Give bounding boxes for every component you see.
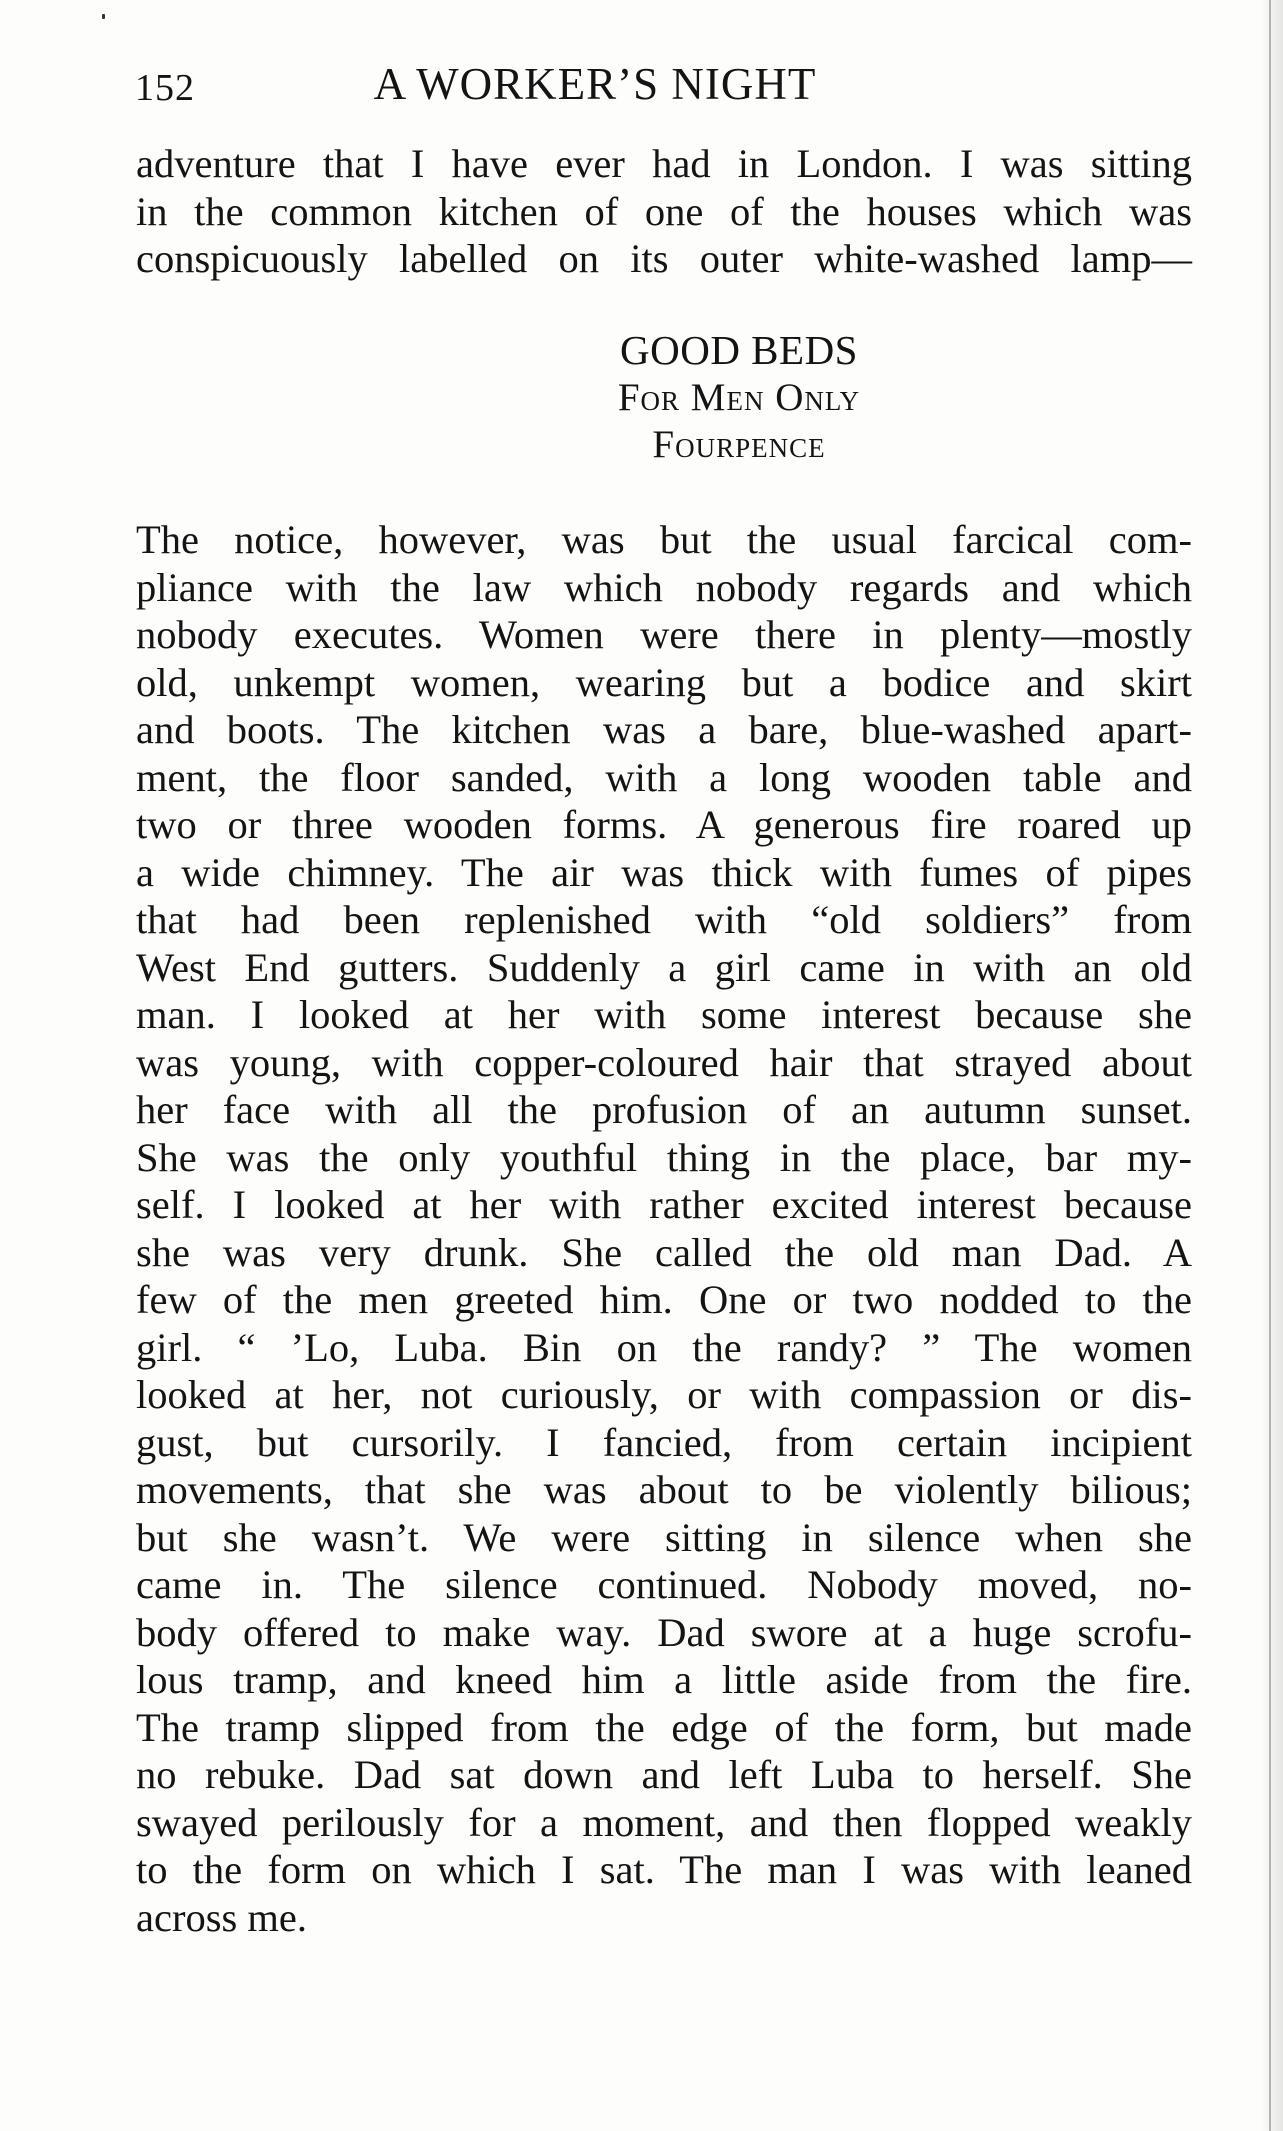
paragraph-opening xyxy=(136,140,1192,283)
paragraph-main xyxy=(136,516,1192,1941)
text-line: two or three wooden forms. A generous fire roared up xyxy=(136,802,1192,847)
text-line: in the common kitchen of one of the houses which was xyxy=(136,188,1192,234)
text-line: lous tramp, and kneed him a little aside from the fire. xyxy=(136,1657,1192,1702)
text-line: to the form on which I sat. The man I was with leaned xyxy=(136,1847,1192,1892)
text-line: old, unkempt women, wearing but a bodice and skirt xyxy=(136,659,1192,705)
text-line: The notice, however, was but the usual farcical com- xyxy=(136,517,1192,562)
text-line: a wide chimney. The air was thick with fumes of pipes xyxy=(136,849,1192,895)
text-line: movements, that she was about to be violently bilious; xyxy=(136,1467,1192,1512)
text-line: was young, with copper-coloured hair that strayed about xyxy=(136,1039,1192,1085)
text-line: few of the men greeted him. One or two nodded to the xyxy=(136,1277,1192,1322)
text-line: she was very drunk. She called the old man Dad. A xyxy=(136,1229,1192,1275)
text-line: but she wasn’t. We were sitting in silence when she xyxy=(136,1514,1192,1560)
text-line: conspicuously labelled on its outer white-washed lamp— xyxy=(136,236,1192,281)
text-line: nobody executes. Women were there in plenty—mostly xyxy=(136,612,1192,657)
text-line: adventure that I have ever had in London. I was sitting xyxy=(136,141,1192,186)
text-line: that had been replenished with “old soldiers” from xyxy=(136,897,1192,942)
running-head xyxy=(135,58,1195,114)
text-line: her face with all the profusion of an autumn sunset. xyxy=(136,1087,1192,1132)
text-line: pliance with the law which nobody regards and which xyxy=(136,564,1192,610)
text-line: gust, but cursorily. I fancied, from certain incipient xyxy=(136,1419,1192,1465)
sign-subheading: For Men Only xyxy=(617,376,861,419)
text-line: The tramp slipped from the edge of the form, but made xyxy=(136,1704,1192,1750)
page-edge-shadow xyxy=(1261,0,1283,2131)
page-edge-line xyxy=(1269,0,1271,2131)
ink-speck xyxy=(102,14,105,19)
lodging-house-sign xyxy=(136,326,1192,468)
text-line: came in. The silence continued. Nobody moved, no- xyxy=(136,1562,1192,1607)
text-line-last: across me. xyxy=(136,1894,307,1940)
text-line: no rebuke. Dad sat down and left Luba to herself. She xyxy=(136,1752,1192,1797)
page-number: 152 xyxy=(135,67,195,109)
text-line: man. I looked at her with some interest because she xyxy=(136,992,1192,1037)
text-line: She was the only youthful thing in the place, bar my- xyxy=(136,1134,1192,1180)
sign-heading: GOOD BEDS xyxy=(620,327,858,373)
text-line: West End gutters. Suddenly a girl came in with an old xyxy=(136,944,1192,990)
text-line: self. I looked at her with rather excited interest because xyxy=(136,1182,1192,1227)
running-title: A WORKER’S NIGHT xyxy=(373,59,817,109)
text-line: looked at her, not curiously, or with compassion or dis- xyxy=(136,1372,1192,1417)
sign-price: Fourpence xyxy=(652,423,826,466)
text-line: ment, the floor sanded, with a long wooden table and xyxy=(136,754,1192,800)
text-line: and boots. The kitchen was a bare, blue-washed apart- xyxy=(136,707,1192,752)
text-line: girl. “ ’Lo, Luba. Bin on the randy? ” The women xyxy=(136,1324,1192,1370)
text-line: swayed perilously for a moment, and then flopped weakly xyxy=(136,1799,1192,1845)
text-line: body offered to make way. Dad swore at a huge scrofu- xyxy=(136,1609,1192,1655)
